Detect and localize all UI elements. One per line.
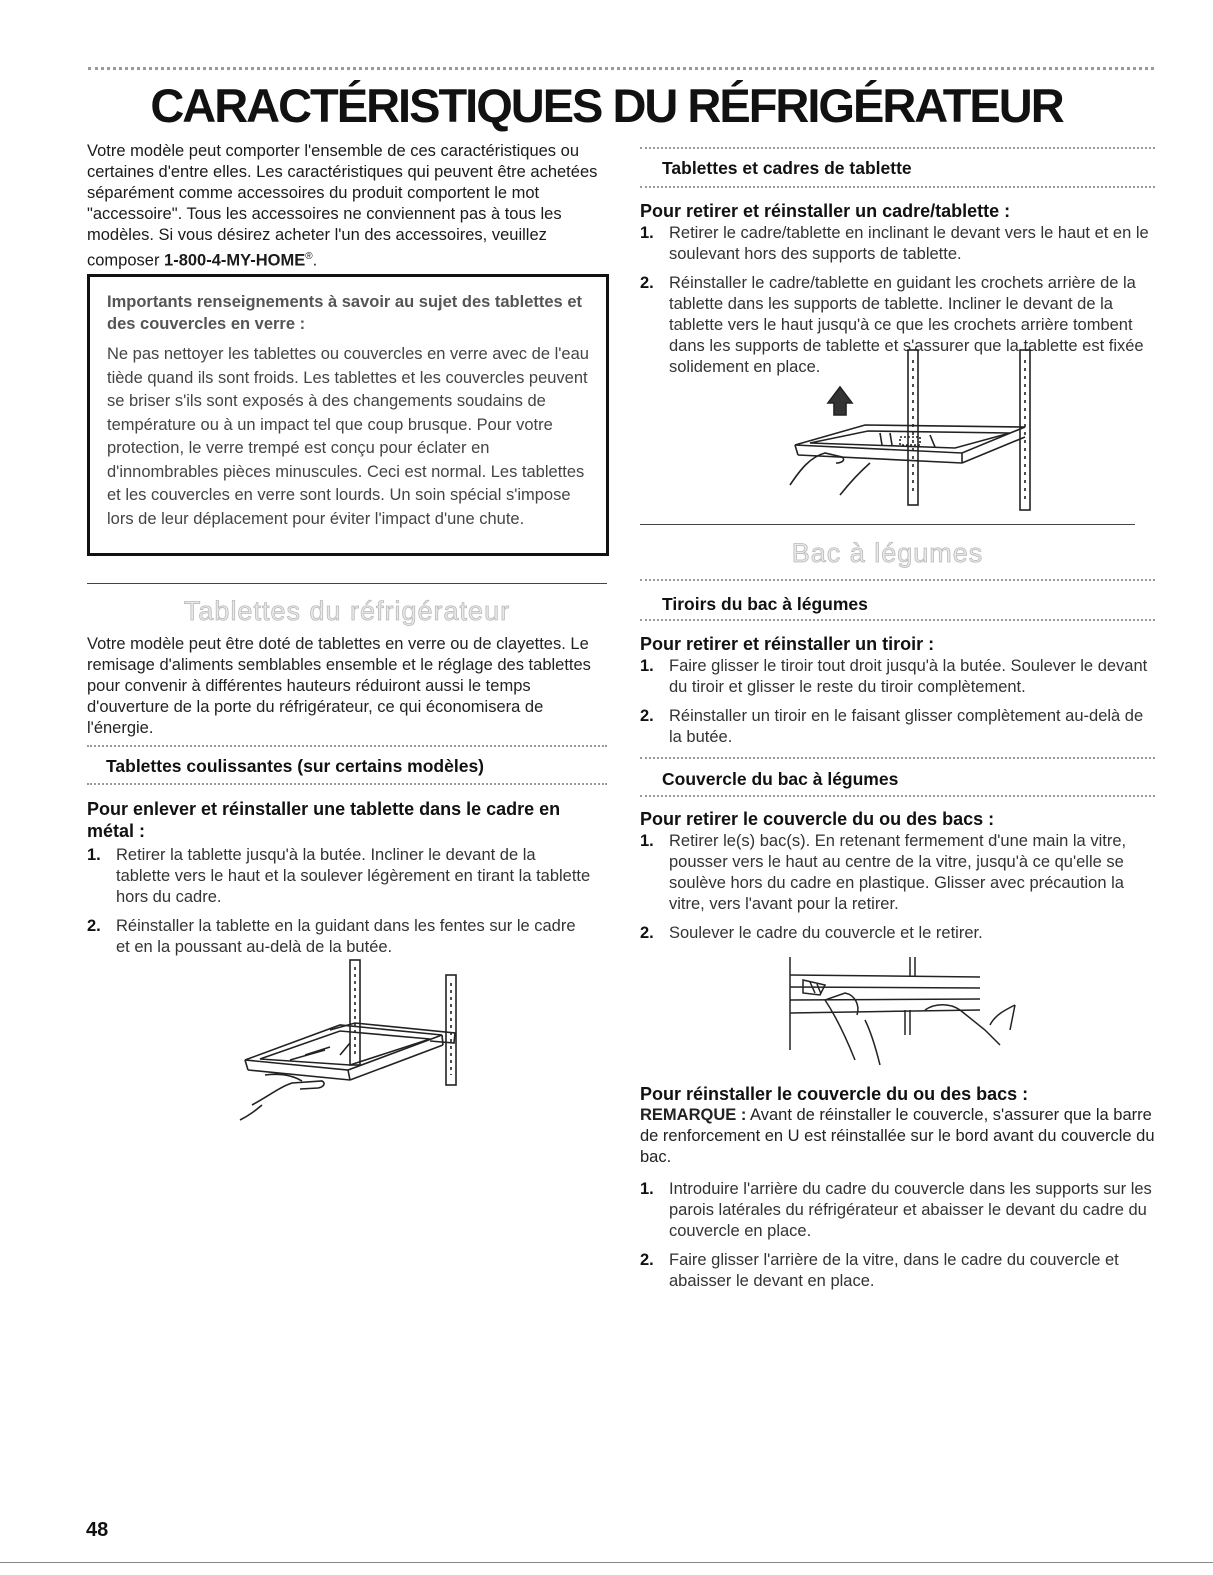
dotted-rule: [87, 783, 607, 785]
step-number: 1.: [640, 1180, 654, 1198]
frames-heading: Pour retirer et réinstaller un cadre/tablette :: [640, 201, 1011, 221]
list-item: [640, 1179, 1155, 1242]
drawers-steps-list: [640, 656, 1155, 756]
step-text: Retirer le cadre/tablette en inclinant le devant vers le haut et en le soulevant hors des supports de tablette.: [669, 224, 1149, 263]
notice-text: Ne pas nettoyer les tablettes ou couvercles en verre avec de l'eau tiède quand ils sont froids. Les tablettes et les couvercles peuvent se briser s'ils sont exposés à des changements soudains de température ou à un impact tel que coup brusque. Pour votre protection, le verre trempé est conçu pour éclater en d'innombrables pièces minuscules. Ceci est normal. Les tablettes et les couvercles en verre sont lourds. Un soin spécial s'impose lors de leur déplacement pour éviter l'impact d'une chute.: [107, 345, 589, 528]
step-number: 1.: [640, 657, 654, 675]
sliding-shelves-heading: Pour enlever et réinstaller une tablette dans le cadre en métal :: [87, 799, 561, 841]
step-number: 2.: [87, 917, 101, 935]
drawers-subheading: Tiroirs du bac à légumes: [662, 594, 868, 614]
step-text: Retirer le(s) bac(s). En retenant fermement d'une main la vitre, pousser vers le haut au centre de la vitre, jusqu'à ce qu'elle se soulève hors du cadre en plastique. Glisser avec précaution la vitre, vers l'avant pour la retirer.: [669, 832, 1127, 913]
frames-subheading: Tablettes et cadres de tablette: [662, 158, 912, 178]
cover-install-steps-list: [640, 1179, 1155, 1300]
page-title: CARACTÉRISTIQUES DU RÉFRIGÉRATEUR: [150, 79, 1063, 132]
intro-text: Votre modèle peut comporter l'ensemble de ces caractéristiques ou certaines d'entre elles. Les caractéristiques qui peuvent être achetées séparément comme accessoires du produit comportent le mot "accessoire". Tous les accessoires ne conviennent pas à tous les modèles. Si vous désirez acheter l'un des accessoires, veuillez composer: [87, 142, 598, 270]
section-rule: [640, 524, 1135, 525]
step-text: Introduire l'arrière du cadre du couvercle dans les supports sur les parois latérales du réfrigérateur et abaisser le devant du cadre du couvercle en place.: [669, 1180, 1152, 1240]
intro-end: .: [312, 251, 318, 270]
list-item: [87, 845, 592, 908]
cover-subheading: Couvercle du bac à légumes: [662, 769, 899, 789]
cover-install-note: [640, 1105, 1155, 1168]
step-text: Réinstaller le cadre/tablette en guidant les crochets arrière de la tablette dans les supports de tablette. Incliner le devant de la tablette vers le haut jusqu'à ce que les crochets arrière tombent dans les supports de tablette et s'assurer que la tablette est fixée solidement en place.: [669, 274, 1144, 376]
section-rule: [87, 583, 607, 584]
bottom-rule: [0, 1562, 1213, 1563]
dotted-rule: [640, 147, 1155, 149]
drawers-heading: Pour retirer et réinstaller un tiroir :: [640, 634, 935, 654]
dotted-rule: [640, 795, 1155, 797]
step-number: 2.: [640, 924, 654, 942]
sliding-shelves-subheading: Tablettes coulissantes (sur certains modèles): [106, 756, 485, 776]
step-number: 1.: [87, 846, 101, 864]
step-text: Réinstaller la tablette en la guidant dans les fentes sur le cadre et en la poussant au-delà de la butée.: [116, 917, 576, 956]
step-number: 2.: [640, 1251, 654, 1269]
list-item: [640, 656, 1155, 698]
top-dotted-rule: [88, 67, 1154, 70]
note-text: Avant de réinstaller le couvercle, s'assurer que la barre de renforcement en U est réinstallée sur le bord avant du couvercle du bac.: [640, 1106, 1155, 1166]
cover-remove-steps-list: [640, 831, 1155, 952]
shelf-frame-illustration: [770, 345, 1040, 515]
step-number: 1.: [640, 832, 654, 850]
sliding-shelf-illustration: [230, 955, 470, 1130]
glass-notice-box: [87, 274, 609, 556]
list-item: [640, 831, 1155, 915]
intro-paragraph: [87, 141, 607, 272]
step-number: 1.: [640, 224, 654, 242]
note-label: REMARQUE :: [640, 1106, 747, 1124]
step-text: Faire glisser l'arrière de la vitre, dans le cadre du couvercle et abaisser le devant en place.: [669, 1251, 1119, 1290]
list-item: [640, 1250, 1155, 1292]
step-text: Soulever le cadre du couvercle et le retirer.: [669, 924, 983, 942]
dotted-rule: [640, 186, 1155, 188]
dotted-rule: [640, 579, 1155, 581]
crisper-section-heading: Bac à légumes: [791, 538, 984, 568]
list-item: [87, 916, 592, 958]
step-text: Faire glisser le tiroir tout droit jusqu'à la butée. Soulever le devant du tiroir et glisser le reste du tiroir complètement.: [669, 657, 1148, 696]
step-number: 2.: [640, 274, 654, 292]
page-number: 48: [86, 1519, 109, 1541]
registered-mark: ®: [305, 251, 313, 262]
dotted-rule: [640, 619, 1155, 621]
phone-number: 1-800-4-MY-HOME: [164, 251, 306, 270]
list-item: [640, 923, 1155, 944]
notice-title: Importants renseignements à savoir au sujet des tablettes et des couvercles en verre :: [107, 293, 582, 333]
list-item: [640, 706, 1155, 748]
list-item: [640, 223, 1155, 265]
dotted-rule: [87, 745, 607, 747]
cover-install-heading: Pour réinstaller le couvercle du ou des bacs :: [640, 1084, 1029, 1104]
shelves-section-heading: Tablettes du réfrigérateur: [183, 596, 511, 626]
step-text: Retirer la tablette jusqu'à la butée. Incliner le devant de la tablette vers le haut et la soulever légèrement en tirant la tablette hors du cadre.: [116, 846, 591, 906]
cover-remove-heading: Pour retirer le couvercle du ou des bacs :: [640, 809, 995, 829]
step-number: 2.: [640, 707, 654, 725]
dotted-rule: [640, 757, 1155, 759]
step-text: Réinstaller un tiroir en le faisant glisser complètement au-delà de la butée.: [669, 707, 1144, 746]
shelves-intro-text: Votre modèle peut être doté de tablettes en verre ou de clayettes. Le remisage d'aliments semblables ensemble et le réglage des tablettes pour convenir à différentes hauteurs réduiront aussi le temps d'ouverture de la porte du réfrigérateur, ce qui économisera de l'énergie.: [87, 635, 591, 737]
sliding-steps-list: [87, 845, 592, 966]
crisper-cover-illustration: [785, 955, 1030, 1070]
